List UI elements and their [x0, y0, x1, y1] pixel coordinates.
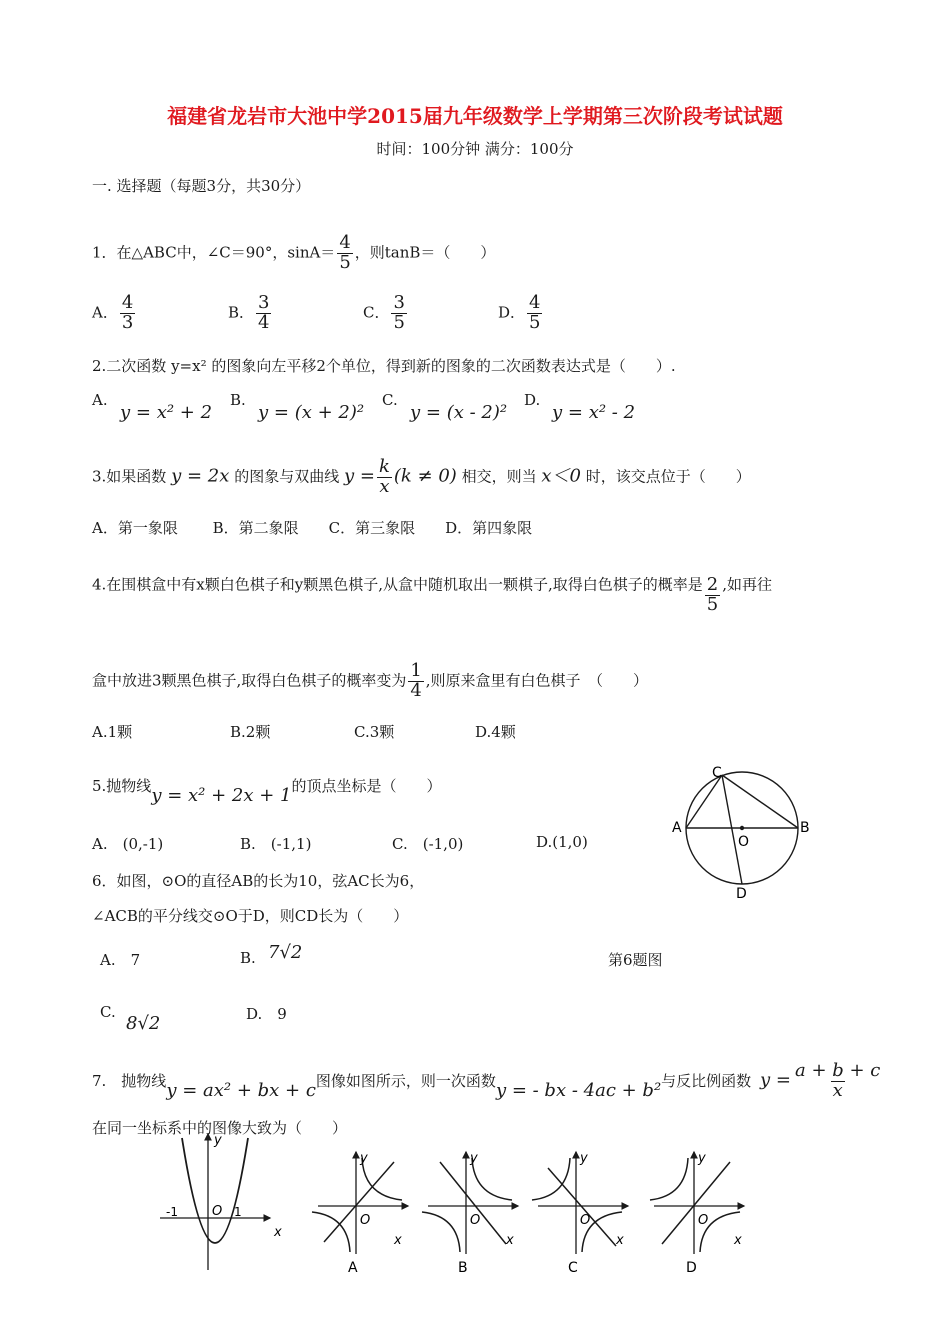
q2-option-b-expr[interactable]: y = (x + 2)² — [258, 402, 365, 423]
question-7-line-2: 在同一坐标系中的图像大致为（ ） — [92, 1119, 348, 1137]
question-1 — [92, 234, 495, 273]
parabola-graph — [160, 1133, 282, 1270]
q2-option-a-label[interactable]: A. — [92, 391, 108, 409]
q2-option-b-label[interactable]: B. — [230, 391, 246, 409]
page-title: 福建省龙岩市大池中学2015届九年级数学上学期第三次阶段考试试题 — [167, 104, 783, 128]
svg-text:y: y — [214, 1133, 222, 1148]
label-a: A — [672, 820, 682, 836]
q5-option-c[interactable]: C. (-1,0) — [392, 835, 464, 853]
svg-text:y: y — [698, 1151, 706, 1166]
q3-expr-line: y = 2x — [171, 465, 230, 487]
q4-option-d[interactable]: D.4颗 — [475, 723, 516, 741]
question-3: 3.如果函数 y = 2x 的图象与双曲线 y = $\frac{k}{x}$ (k ≠ 0) 相交，则当 x＜0 时，该交点位于（ ） — [92, 456, 751, 497]
svg-text:y: y — [360, 1151, 368, 1166]
label-choice-d: D — [686, 1260, 697, 1276]
q1-option-c[interactable]: C． $\frac{3}{5}$ — [363, 292, 405, 333]
section-heading: 一. 选择题（每题3分，共30分） — [92, 177, 311, 195]
svg-text:x: x — [506, 1233, 514, 1248]
svg-text:y: y — [580, 1151, 588, 1166]
q5-option-b[interactable]: B. (-1,1) — [240, 835, 312, 853]
q1-option-a[interactable]: A． $\frac{4}{3}$ — [92, 292, 134, 333]
graph-option-a — [312, 1151, 408, 1276]
question-6-line-2: ∠ACB的平分线交⊙O于D，则CD长为（ ） — [92, 907, 409, 925]
svg-text:O: O — [470, 1213, 481, 1228]
q6-option-b-expr[interactable]: 7√2 — [268, 942, 303, 963]
q2-option-d-label[interactable]: D. — [524, 391, 541, 409]
label-c: C — [712, 765, 722, 781]
graph-option-c — [532, 1151, 628, 1276]
q3-options[interactable]: A．第一象限 B．第二象限 C．第三象限 D．第四象限 — [92, 519, 533, 537]
q1-option-d[interactable]: D． $\frac{4}{5}$ — [498, 292, 541, 333]
q7-inverse-function: y = $\frac{a + b + c}{x}$ — [760, 1060, 881, 1101]
chord-cb — [722, 775, 798, 828]
svg-text:O: O — [698, 1213, 709, 1228]
question-7: 7. 抛物线y = ax² + bx + c图像如图所示，则一次函数y = - bx - 4ac + b²与反比例函数 — [92, 1072, 752, 1101]
q6-option-b-label[interactable]: B. — [240, 949, 256, 967]
label-choice-b: B — [458, 1260, 468, 1276]
q2-option-d-expr[interactable]: y = x² - 2 — [552, 402, 636, 423]
svg-text:1: 1 — [234, 1205, 242, 1219]
q7-figures — [150, 1128, 770, 1278]
q6-circle-figure — [660, 760, 820, 910]
svg-text:O: O — [212, 1204, 223, 1219]
svg-text:x: x — [616, 1233, 624, 1248]
question-4-line-2: 盒中放进3颗黑色棋子,取得白色棋子的概率变为 $\frac{1}{4}$ ,则原来盒里有白色棋子 （ ） — [92, 660, 649, 701]
q2-option-c-expr[interactable]: y = (x - 2)² — [410, 402, 508, 423]
question-4-line-1: 4.在围棋盒中有x颗白色棋子和y颗黑色棋子,从盒中随机取出一颗棋子,取得白色棋子的概率是 $\frac{2}{5}$ ,如再往 — [92, 574, 773, 615]
q4-option-c[interactable]: C.3颗 — [354, 723, 395, 741]
q1-option-b[interactable]: B． $\frac{3}{4}$ — [228, 292, 270, 333]
question-2: 2.二次函数 y=x² 的图象向左平移2个单位，得到新的图象的二次函数表达式是（ ）. — [92, 357, 676, 375]
chord-cd — [722, 775, 742, 884]
svg-text:y: y — [470, 1151, 478, 1166]
question-5: 5.抛物线y = x² + 2x + 1的顶点坐标是（ ） — [92, 777, 442, 806]
svg-text:x: x — [274, 1225, 282, 1240]
svg-text:O: O — [360, 1213, 371, 1228]
q5-option-a[interactable]: A. (0,-1) — [92, 835, 164, 853]
q6-option-c-label[interactable]: C. — [100, 1003, 116, 1021]
q6-option-d[interactable]: D. 9 — [246, 1005, 287, 1023]
q2-option-a-expr[interactable]: y = x² + 2 — [120, 402, 213, 423]
label-b: B — [800, 820, 810, 836]
svg-text:O: O — [580, 1213, 591, 1228]
q6-option-a[interactable]: A. 7 — [100, 951, 141, 969]
q3-fraction: $\frac{k}{x}$ — [378, 456, 390, 497]
q1-fraction: $\frac{4}{5}$ — [339, 232, 351, 273]
question-6-line-1: 6．如图，⊙O的直径AB的长为10，弦AC长为6， — [92, 872, 425, 890]
graph-option-b — [422, 1151, 518, 1276]
svg-text:x: x — [734, 1233, 742, 1248]
label-d: D — [736, 886, 747, 902]
center-o-dot — [740, 826, 744, 830]
q6-option-c-expr[interactable]: 8√2 — [126, 1013, 161, 1034]
svg-text:-1: -1 — [166, 1205, 178, 1219]
exam-info: 时间：100分钟 满分：100分 — [376, 140, 574, 158]
q2-option-c-label[interactable]: C. — [382, 391, 398, 409]
q4-option-b[interactable]: B.2颗 — [230, 723, 271, 741]
q6-figure-caption: 第6题图 — [608, 951, 663, 969]
graph-option-d — [650, 1151, 744, 1276]
label-choice-a: A — [348, 1260, 358, 1276]
q5-option-d[interactable]: D.(1,0) — [536, 833, 588, 851]
q4-option-a[interactable]: A.1颗 — [92, 723, 133, 741]
label-o: O — [738, 834, 750, 850]
chord-ac — [686, 775, 722, 828]
q1-prefix: 1．在△ABC中，∠C＝90°，sinA＝ — [92, 243, 336, 262]
svg-text:x: x — [394, 1233, 402, 1248]
label-choice-c: C — [568, 1260, 578, 1276]
q1-suffix: ，则tanB＝（ ） — [354, 243, 496, 262]
